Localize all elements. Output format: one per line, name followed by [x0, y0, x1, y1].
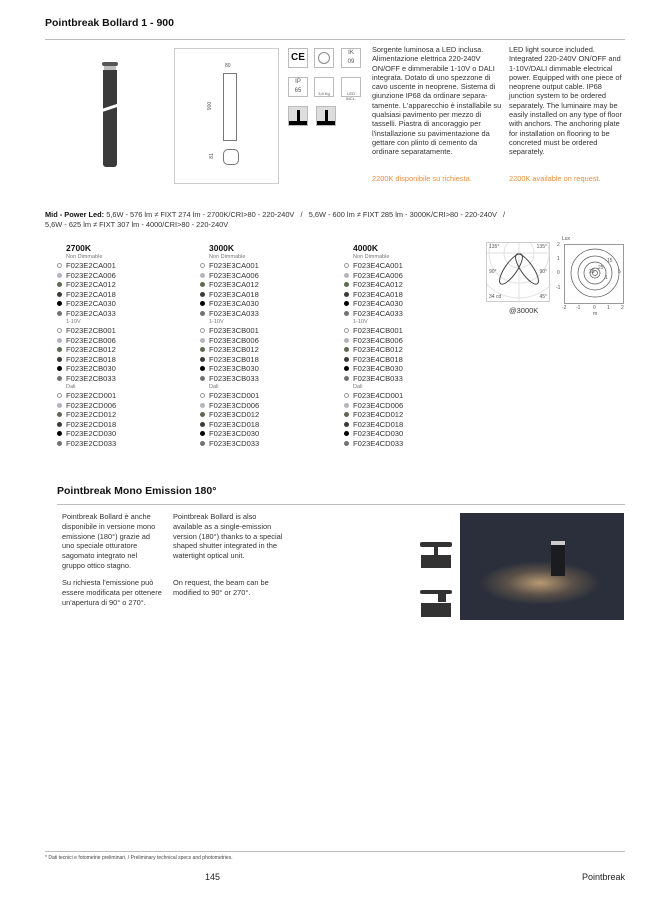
finish-color-dot	[57, 422, 62, 427]
product-code-row	[200, 280, 330, 290]
mono-it-2: Su richiesta l'emissione può essere modificata per ottenere un'apertura di 90° o 270°.	[62, 578, 162, 607]
finish-color-dot	[57, 328, 62, 333]
code-column	[344, 243, 474, 448]
finish-color-dot	[344, 441, 349, 446]
divider	[45, 851, 625, 852]
product-code: F023E2CB012	[66, 345, 116, 354]
group-label: 1-10V	[66, 319, 81, 325]
finish-color-dot	[344, 301, 349, 306]
lux-tick: 1	[607, 305, 610, 311]
product-code: F023E2CB018	[66, 354, 116, 364]
product-code-row	[200, 364, 330, 374]
finish-color-dot	[200, 403, 205, 408]
lux-tick: -1	[576, 305, 581, 311]
ce-mark-icon: CE	[288, 48, 308, 68]
polar-label: 45°	[539, 294, 547, 300]
product-code: F023E4CD030	[353, 429, 404, 438]
product-code: F023E2CD006	[66, 400, 117, 410]
lux-x-unit: m	[593, 311, 598, 317]
brand-name: Pointbreak	[581, 872, 625, 882]
product-code: F023E3CB030	[209, 364, 259, 373]
product-code-row	[200, 439, 330, 449]
product-code-row	[344, 309, 474, 319]
product-code-row	[200, 261, 330, 271]
product-code-row	[344, 336, 474, 346]
column-title: 4000K	[353, 243, 379, 253]
note-it: 2200K disponibile su richiesta.	[372, 174, 472, 183]
product-code-row	[57, 364, 187, 374]
product-code: F023E2CD001	[66, 391, 117, 400]
product-code-row	[200, 429, 330, 439]
group-label: Dali	[353, 384, 363, 390]
product-code-row	[200, 299, 330, 309]
product-code-row	[200, 345, 330, 355]
mono-it-1: Pointbreak Bollard è anche disponibile in versione mono emissione (180°) grazie ad uno speciale otturatore sagomato integrato nel gruppo ottico stagno.	[62, 512, 156, 570]
product-code-row	[200, 391, 330, 401]
finish-color-dot	[57, 441, 62, 446]
product-code-row	[200, 326, 330, 336]
finish-color-dot	[200, 366, 205, 371]
finish-color-dot	[57, 263, 62, 268]
product-code-row	[57, 290, 187, 300]
polar-label: 135°	[489, 244, 500, 250]
finish-color-dot	[57, 292, 62, 297]
group-label: 1-10V	[353, 319, 368, 325]
finish-color-dot	[344, 376, 349, 381]
lux-contour: 15	[607, 258, 613, 264]
product-code-row	[200, 355, 330, 365]
lux-contour: 5	[618, 269, 621, 275]
product-code-row	[200, 420, 330, 430]
finish-color-dot	[57, 273, 62, 278]
finish-color-dot	[57, 366, 62, 371]
shutter-180-image	[420, 542, 452, 572]
description-it: Sorgente luminosa a LED inclusa. Alimentazione elettrica 220-240V ON/OFF e dimmerabile 1-10V o DALI integrata. Dotato di uno spezzone di cavo uscente in neoprene. Sistema di giunzione IP68 da ordinare separa-tamente. L'apparecchio è installabile su qualsiasi pavimento per mezzo di tasselli. Piastra di ancoraggio per l'installazione su pavimentazione da gettare con plinto di cemento da ordinare separatamente.	[372, 45, 502, 157]
polar-label: 90°	[489, 269, 497, 275]
product-code-row	[57, 299, 187, 309]
lux-tick: -1	[556, 285, 561, 291]
product-code: F023E3CA033	[209, 308, 259, 318]
product-code: F023E4CD033	[353, 438, 404, 448]
dim-height: 900	[207, 101, 214, 111]
product-code: F023E3CD033	[209, 438, 260, 448]
product-code-row	[200, 336, 330, 346]
lux-tick: 0	[557, 270, 560, 276]
finish-color-dot	[344, 403, 349, 408]
product-code-row	[200, 309, 330, 319]
power-line-1: 5,6W - 576 lm ≠ FIXT 274 lm - 2700K/CRI>80 - 220-240V / 5,6W - 600 lm ≠ FIXT 285 lm - 3000K/CRI>80 - 220-240V /	[106, 210, 506, 219]
product-code: F023E2CA033	[66, 308, 116, 318]
product-code: F023E3CB001	[209, 326, 259, 335]
weight-icon: 3,6 Kg	[314, 77, 334, 97]
product-code-row	[344, 410, 474, 420]
finish-color-dot	[200, 376, 205, 381]
product-code-row	[57, 410, 187, 420]
product-code: F023E3CB006	[209, 335, 259, 345]
product-code: F023E3CA018	[209, 289, 259, 299]
lux-tick: 1	[557, 256, 560, 262]
finish-color-dot	[344, 347, 349, 352]
product-code: F023E3CB012	[209, 345, 259, 354]
group-label: Dali	[209, 384, 219, 390]
ik-rating-icon	[341, 48, 361, 68]
finish-color-dot	[344, 357, 349, 362]
product-code-row	[57, 391, 187, 401]
group-label: Non Dimmable	[353, 254, 390, 260]
ip-rating-icon	[288, 77, 308, 97]
power-label: Mid - Power Led:	[45, 210, 105, 219]
finish-color-dot	[344, 273, 349, 278]
finish-color-dot	[200, 328, 205, 333]
code-column	[200, 243, 330, 448]
page-title: Pointbreak Bollard 1 - 900	[45, 17, 174, 29]
product-code-row	[57, 280, 187, 290]
finish-color-dot	[344, 412, 349, 417]
product-code: F023E4CB006	[353, 335, 403, 345]
mono-en-2: On request, the beam can be modified to 90° or 270°.	[173, 578, 269, 597]
product-code: F023E2CD018	[66, 419, 117, 429]
product-image	[100, 62, 120, 167]
ik-value: 09	[347, 59, 355, 65]
finish-color-dot	[344, 292, 349, 297]
lux-tick: -2	[562, 305, 567, 311]
product-code-row	[200, 401, 330, 411]
product-code-row	[200, 410, 330, 420]
product-code-row	[344, 420, 474, 430]
product-code-row	[344, 271, 474, 281]
finish-color-dot	[344, 282, 349, 287]
dim-base: 81	[208, 153, 215, 159]
product-code: F023E3CA012	[209, 280, 259, 289]
product-code: F023E2CD030	[66, 429, 117, 438]
finish-color-dot	[57, 338, 62, 343]
lux-tick: 0	[593, 305, 596, 311]
product-code: F023E4CA012	[353, 280, 403, 289]
finish-color-dot	[200, 292, 205, 297]
polar-label: 135°	[536, 244, 547, 250]
product-code-row	[57, 439, 187, 449]
finish-color-dot	[200, 393, 205, 398]
product-code-row	[344, 355, 474, 365]
product-code: F023E4CA018	[353, 289, 403, 299]
mono-en-1: Pointbreak Bollard is also available as a single-emission version (180°) thanks to a special shaped shutter integrated in the watertight optical unit.	[173, 512, 283, 561]
power-spec	[45, 210, 505, 219]
product-code: F023E4CB018	[353, 354, 403, 364]
product-code: F023E4CD018	[353, 419, 404, 429]
product-code: F023E4CA033	[353, 308, 403, 318]
product-code: F023E3CA030	[209, 299, 259, 308]
product-code: F023E4CD012	[353, 410, 404, 419]
ip-label: IP	[295, 79, 301, 85]
product-code: F023E2CA030	[66, 299, 116, 308]
product-code: F023E2CA018	[66, 289, 116, 299]
product-code: F023E2CD012	[66, 410, 117, 419]
product-code: F023E4CD001	[353, 391, 404, 400]
led-included-icon: LED INCL.	[341, 77, 361, 97]
product-code-row	[344, 439, 474, 449]
product-code: F023E3CB018	[209, 354, 259, 364]
technical-drawing	[174, 48, 279, 184]
product-code: F023E4CD006	[353, 400, 404, 410]
product-code-row	[57, 271, 187, 281]
product-code-row	[57, 309, 187, 319]
finish-color-dot	[200, 441, 205, 446]
finish-color-dot	[200, 357, 205, 362]
photometry-caption: @3000K	[509, 306, 539, 315]
column-title: 3000K	[209, 243, 235, 253]
finish-color-dot	[57, 311, 62, 316]
note-en: 2200K available on request.	[509, 174, 601, 183]
finish-color-dot	[57, 376, 62, 381]
product-code: F023E2CB006	[66, 335, 116, 345]
product-code: F023E2CA001	[66, 261, 116, 270]
finish-color-dot	[200, 301, 205, 306]
ground-icon	[314, 48, 334, 68]
lux-contour: 1	[605, 275, 608, 281]
product-code: F023E3CD018	[209, 419, 260, 429]
product-code: F023E3CD030	[209, 429, 260, 438]
product-code: F023E2CB001	[66, 326, 116, 335]
product-code-row	[200, 271, 330, 281]
finish-color-dot	[344, 393, 349, 398]
power-line-2: 5,6W - 625 lm ≠ FIXT 307 lm - 4000/CRI>80 - 220-240V	[45, 220, 229, 229]
group-label: Non Dimmable	[66, 254, 103, 260]
product-code-row	[344, 429, 474, 439]
page-number: 145	[205, 872, 221, 882]
product-code-row	[344, 401, 474, 411]
product-code-row	[57, 345, 187, 355]
product-code: F023E3CA006	[209, 270, 259, 280]
product-code: F023E3CA001	[209, 261, 259, 270]
product-code-row	[57, 336, 187, 346]
polar-label: 34 cd	[489, 294, 502, 300]
product-code-row	[57, 401, 187, 411]
finish-color-dot	[57, 403, 62, 408]
finish-color-dot	[57, 301, 62, 306]
finish-color-dot	[57, 412, 62, 417]
finish-color-dot	[57, 282, 62, 287]
finish-color-dot	[57, 357, 62, 362]
lux-unit: Lux	[562, 236, 571, 242]
product-code-row	[344, 345, 474, 355]
finish-color-dot	[200, 412, 205, 417]
product-code: F023E4CA030	[353, 299, 403, 308]
finish-color-dot	[200, 282, 205, 287]
finish-color-dot	[344, 431, 349, 436]
finish-color-dot	[344, 311, 349, 316]
product-code: F023E4CB012	[353, 345, 403, 354]
concrete-install-icon	[316, 106, 336, 126]
product-code: F023E3CB033	[209, 373, 259, 383]
product-code: F023E2CA006	[66, 270, 116, 280]
ground-install-icon	[288, 106, 308, 126]
divider	[45, 39, 625, 40]
group-label: Non Dimmable	[209, 254, 246, 260]
product-code-row	[344, 391, 474, 401]
polar-label: 90°	[539, 269, 547, 275]
group-label: 1-10V	[209, 319, 224, 325]
shutter-variant-image	[420, 590, 452, 620]
finish-color-dot	[57, 431, 62, 436]
product-code: F023E4CB030	[353, 364, 403, 373]
product-code: F023E4CB001	[353, 326, 403, 335]
product-code: F023E2CB033	[66, 373, 116, 383]
product-code: F023E2CB030	[66, 364, 116, 373]
finish-color-dot	[344, 366, 349, 371]
finish-color-dot	[344, 263, 349, 268]
polar-diagram	[486, 242, 550, 302]
finish-color-dot	[344, 422, 349, 427]
product-code-row	[200, 374, 330, 384]
product-code-row	[344, 374, 474, 384]
lux-tick: 2	[621, 305, 624, 311]
product-code: F023E3CD001	[209, 391, 260, 400]
lux-contour: 35	[589, 269, 595, 275]
product-code-row	[344, 280, 474, 290]
product-code-row	[344, 261, 474, 271]
lux-contour: 25	[598, 265, 604, 271]
product-code-row	[57, 326, 187, 336]
finish-color-dot	[200, 263, 205, 268]
product-code-row	[344, 364, 474, 374]
lux-tick: 2	[557, 242, 560, 248]
finish-color-dot	[200, 338, 205, 343]
product-code-row	[57, 261, 187, 271]
code-column	[57, 243, 187, 448]
ip-value: 65	[294, 88, 302, 94]
divider	[57, 504, 625, 505]
product-code: F023E3CD012	[209, 410, 260, 419]
product-code-row	[57, 355, 187, 365]
section-title: Pointbreak Mono Emission 180°	[57, 485, 217, 497]
product-code-row	[200, 290, 330, 300]
product-code-row	[344, 299, 474, 309]
finish-color-dot	[200, 311, 205, 316]
dim-width: 80	[225, 63, 231, 69]
product-code: F023E2CD033	[66, 438, 117, 448]
finish-color-dot	[57, 347, 62, 352]
lux-diagram	[556, 236, 631, 316]
product-code: F023E3CD006	[209, 400, 260, 410]
product-photo	[460, 513, 624, 620]
footnote: * Dati tecnici e fotometrie preliminari. / Preliminary technical specs and photometries.	[45, 855, 233, 861]
column-title: 2700K	[66, 243, 92, 253]
finish-color-dot	[200, 347, 205, 352]
product-code-row	[344, 290, 474, 300]
finish-color-dot	[200, 422, 205, 427]
product-code-row	[344, 326, 474, 336]
ik-label: IK	[348, 50, 354, 56]
description-en: LED light source included. Integrated 220-240V ON/OFF and 1-10V/DALI dimmable electrical power. Equipped with one piece of neoprene output cable. IP68 junction system to be ordered separately. The luminaire may be easily installed on any type of floor with anchors. The anchoring plate for installation on flooring to be concreted must be ordered separately.	[509, 45, 622, 157]
finish-color-dot	[344, 328, 349, 333]
product-code-row	[57, 420, 187, 430]
product-code: F023E4CA001	[353, 261, 403, 270]
product-code: F023E4CA006	[353, 270, 403, 280]
product-code: F023E2CA012	[66, 280, 116, 289]
finish-color-dot	[57, 393, 62, 398]
finish-color-dot	[200, 431, 205, 436]
finish-color-dot	[200, 273, 205, 278]
group-label: Dali	[66, 384, 76, 390]
product-code-row	[57, 374, 187, 384]
product-code-row	[57, 429, 187, 439]
product-code: F023E4CB033	[353, 373, 403, 383]
finish-color-dot	[344, 338, 349, 343]
